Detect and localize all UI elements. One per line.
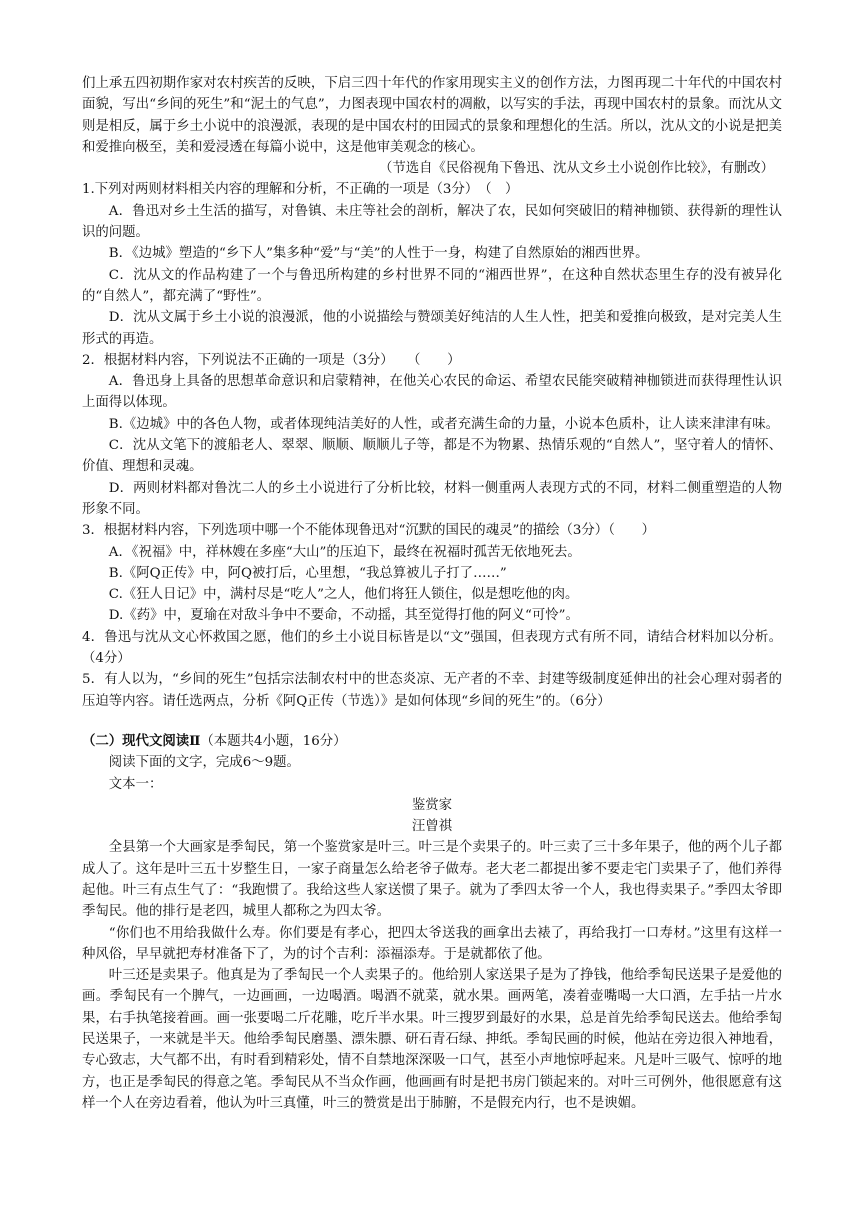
section-heading	[82, 731, 782, 752]
question-stem: 3．根据材料内容，下列选项中哪一个不能体现鲁迅对“沉默的国民的魂灵”的描绘（3分）（ ）	[82, 523, 656, 539]
option-c: C.《狂人日记》中，满村尽是“吃人”之人，他们将狂人锁住，似是想吃他的肉。	[108, 587, 579, 603]
option-b: B.《边城》中的各色人物，或者体现纯洁美好的人性，或者充满生命的力量，小说本色质朴，让人读来津津有味。	[108, 416, 780, 432]
option-a: A．《祝福》中，祥林嫂在多座“大山”的压迫下，最终在祝福时孤苦无依地死去。	[108, 544, 581, 560]
option-b: B.《阿Q正传》中，阿Q被打后，心里想，“我总算被儿子打了……”	[108, 565, 507, 581]
section-heading-rest: （本题共4小题，16分）	[200, 733, 347, 749]
question-2	[82, 350, 782, 520]
question-1	[82, 179, 782, 349]
story-author: 汪曾祺	[411, 819, 453, 835]
option-d: D．两则材料都对鲁沈二人的乡土小说进行了分析比较，材料一侧重两人表现方式的不同，材料二侧重塑造的人物形象不同。	[82, 480, 782, 517]
section-gap	[82, 712, 782, 731]
story-paragraph: “你们也不用给我做什么寿。你们要是有孝心，把四太爷送我的画拿出去裱了，再给我打一口寿材。”这里有这样一种风俗，早早就把寿材准备下了，为的讨个吉利：添福添寿。于是就都依了他。	[82, 925, 782, 962]
story-paragraph: 叶三还是卖果子。他真是为了季匋民一个人卖果子的。他给别人家送果子是为了挣钱，他给季匋民送果子是爱他的画。季匋民有一个脾气，一边画画，一边喝酒。喝酒不就菜，就水果。画两笔，凑着壶嘴喝一大口酒，左手拈一片水果，右手执笔接着画。画一张要喝二斤花雕，吃斤半水果。叶三搜罗到最好的水果，总是首先给季匋民送去。他给季匋民送果子，一来就是半天。他给季匋民磨墨、漂朱膘、研石青石绿、抻纸。季匋民画的时候，他站在旁边很入神地看，专心致志，大气都不出，有时看到精彩处，情不自禁地深深吸一口气，甚至小声地惊呼起来。凡是叶三吸气、惊呼的地方，也正是季匋民的得意之笔。季匋民从不当众作画，他画画有时是把书房门锁起来的。对叶三可例外，他很愿意有这样一个人在旁边看着，他认为叶三真懂，叶三的赞赏是出于肺腑，不是假充内行，也不是谀媚。	[82, 968, 782, 1111]
source-note: （节选自《民俗视角下鲁迅、沈从文乡土小说创作比较》，有删改）	[378, 161, 774, 177]
option-c: C．沈从文笔下的渡船老人、翠翠、顺顺、顺顺儿子等，都是不为物累、热情乐观的“自然人”，坚守着人的情怀、价值、理想和灵魂。	[82, 438, 782, 475]
question-stem: 1.下列对两则材料相关内容的理解和分析，不正确的一项是（3分） （ ）	[82, 182, 519, 198]
option-d: D．沈从文属于乡土小说的浪漫派，他的小说描绘与赞颂美好纯洁的人生人性，把美和爱推向极致，是对完美人生形式的再造。	[82, 310, 782, 347]
question-5: 5．有人以为，“乡间的死生”包括宗法制农村中的世态炎凉、无产者的不幸、封建等级制度延伸出的社会心理对弱者的压迫等内容。请任选两点，分析《阿Q正传（节选）》是如何体现“乡间的死生”的。（6分）	[82, 672, 782, 709]
instruction: 阅读下面的文字，完成6～9题。	[108, 755, 300, 771]
text-label: 文本一：	[108, 776, 163, 792]
section-heading-bold: （二）现代文阅读Ⅱ	[82, 732, 201, 749]
question-stem: 2．根据材料内容，下列说法不正确的一项是（3分） （ ）	[82, 352, 461, 368]
option-b: B．《边城》塑造的“乡下人”集多种“爱”与“美”的人性于一身，构建了自然原始的湘西世界。	[108, 246, 649, 262]
option-c: C．沈从文的作品构建了一个与鲁迅所构建的乡村世界不同的“湘西世界”，在这种自然状态里生存的没有被异化的“自然人”，都充满了“野性”。	[82, 267, 782, 304]
question-4: 4．鲁迅与沈从文心怀救国之愿，他们的乡土小说目标皆是以“文”强国，但表现方式有所不同，请结合材料加以分析。（4分）	[82, 629, 782, 667]
story-title: 鉴赏家	[411, 797, 453, 813]
option-d: D.《药》中，夏瑜在对敌斗争中不要命，不动摇，其至觉得打他的阿义“可怜”。	[108, 608, 579, 624]
document-page	[82, 73, 782, 1114]
story-paragraph: 全县第一个大画家是季匋民，第一个鉴赏家是叶三。叶三是个卖果子的。叶三卖了三十多年果子，他的两个儿子都成人了。这年是叶三五十岁整生日，一家子商量怎么给老爷子做寿。老大老二都提出爹不要走宅门卖果子了，他们养得起他。叶三有点生气了：“我跑惯了。我给这些人家送惯了果子。就为了季四太爷一个人，我也得卖果子。”季四太爷即季匋民。他的排行是老四，城里人都称之为四太爷。	[82, 840, 782, 920]
option-a: A．鲁迅身上具备的思想革命意识和启蒙精神，在他关心农民的命运、希望农民能突破精神枷锁进而获得理性认识上面得以体现。	[82, 374, 782, 411]
question-3	[82, 520, 782, 626]
option-a: A．鲁迅对乡土生活的描写，对鲁镇、未庄等社会的剖析，解决了农，民如何突破旧的精神枷锁、获得新的理性认识的问题。	[82, 203, 782, 241]
intro-paragraph: 们上承五四初期作家对农村疾苦的反映，下启三四十年代的作家用现实主义的创作方法，力图再现二十年代的中国农村面貌，写出“乡间的死生”和“泥土的气息”，力图表现中国农村的凋敝，以写实的手法，再现中国农村的景象。而沈从文则是相反，属于乡土小说中的浪漫派，表现的是中国农村的田园式的景象和理想化的生活。所以，沈从文的小说是把美和爱推向极至，美和爱浸透在每篇小说中，这是他审美观念的核心。	[82, 76, 782, 155]
section-2	[82, 731, 782, 1114]
